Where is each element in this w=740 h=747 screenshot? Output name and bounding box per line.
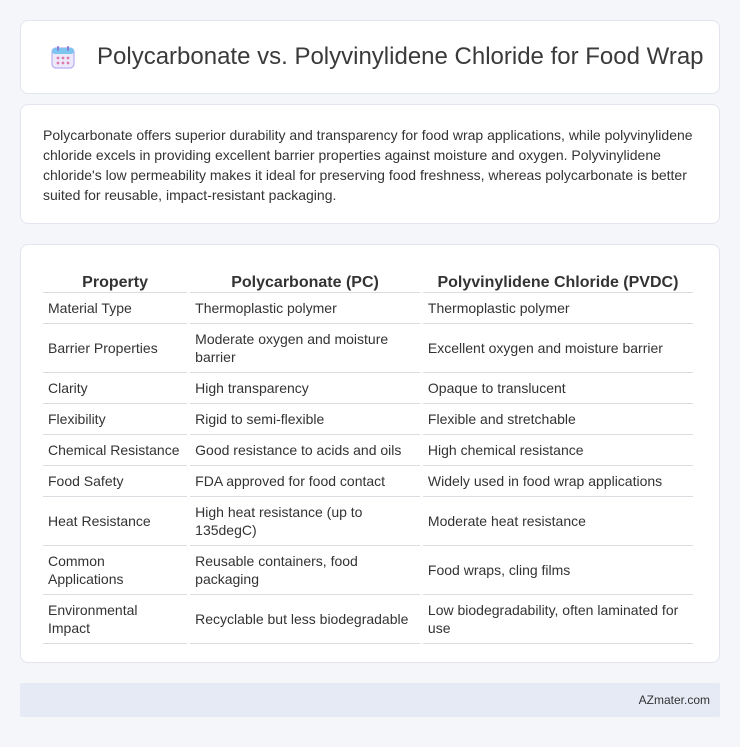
table-row <box>43 435 693 466</box>
table-row <box>43 373 693 404</box>
pc-cell: High heat resistance (up to 135degC) <box>190 497 420 546</box>
property-cell: Clarity <box>43 373 187 404</box>
table-row <box>43 546 693 595</box>
pvdc-cell: Widely used in food wrap applications <box>423 466 693 497</box>
calendar-icon <box>49 43 77 71</box>
pvdc-cell: Food wraps, cling films <box>423 546 693 595</box>
pvdc-cell: Flexible and stretchable <box>423 404 693 435</box>
comparison-table <box>40 267 696 644</box>
property-cell: Barrier Properties <box>43 324 187 373</box>
pvdc-cell: High chemical resistance <box>423 435 693 466</box>
summary-text: Polycarbonate offers superior durability and transparency for food wrap applications, while polyvinylidene chloride excels in providing excellent barrier properties against moisture and oxygen. Polyvinylidene chloride's low permeability makes it ideal for preserving food freshness, whereas polycarbonate is better suited for reusable, impact-resistant packaging. <box>43 127 693 203</box>
pc-cell: Rigid to semi-flexible <box>190 404 420 435</box>
pvdc-cell: Moderate heat resistance <box>423 497 693 546</box>
property-cell: Food Safety <box>43 466 187 497</box>
pc-cell: High transparency <box>190 373 420 404</box>
property-cell: Heat Resistance <box>43 497 187 546</box>
footer-bar <box>20 683 720 717</box>
table-row <box>43 466 693 497</box>
pc-cell: FDA approved for food contact <box>190 466 420 497</box>
pc-cell: Thermoplastic polymer <box>190 293 420 324</box>
header-pvdc: Polyvinylidene Chloride (PVDC) <box>423 267 693 293</box>
table-row <box>43 324 693 373</box>
table-row <box>43 497 693 546</box>
property-cell: Chemical Resistance <box>43 435 187 466</box>
pc-cell: Reusable containers, food packaging <box>190 546 420 595</box>
page-title: Polycarbonate vs. Polyvinylidene Chloride for Food Wrap <box>97 43 704 70</box>
pvdc-cell: Thermoplastic polymer <box>423 293 693 324</box>
header-polycarbonate: Polycarbonate (PC) <box>190 267 420 293</box>
comparison-table-card <box>20 244 720 663</box>
pvdc-cell: Low biodegradability, often laminated for use <box>423 595 693 644</box>
pc-cell: Moderate oxygen and moisture barrier <box>190 324 420 373</box>
table-row <box>43 404 693 435</box>
pc-cell: Good resistance to acids and oils <box>190 435 420 466</box>
header-property: Property <box>43 267 187 293</box>
property-cell: Material Type <box>43 293 187 324</box>
pc-cell: Recyclable but less biodegradable <box>190 595 420 644</box>
header-card <box>20 20 720 94</box>
property-cell: Flexibility <box>43 404 187 435</box>
footer-source: AZmater.com <box>638 693 710 707</box>
property-cell: Common Applications <box>43 546 187 595</box>
table-row <box>43 595 693 644</box>
table-row <box>43 293 693 324</box>
property-cell: Environmental Impact <box>43 595 187 644</box>
table-header-row <box>43 267 693 293</box>
pvdc-cell: Excellent oxygen and moisture barrier <box>423 324 693 373</box>
pvdc-cell: Opaque to translucent <box>423 373 693 404</box>
summary-card <box>20 104 720 224</box>
